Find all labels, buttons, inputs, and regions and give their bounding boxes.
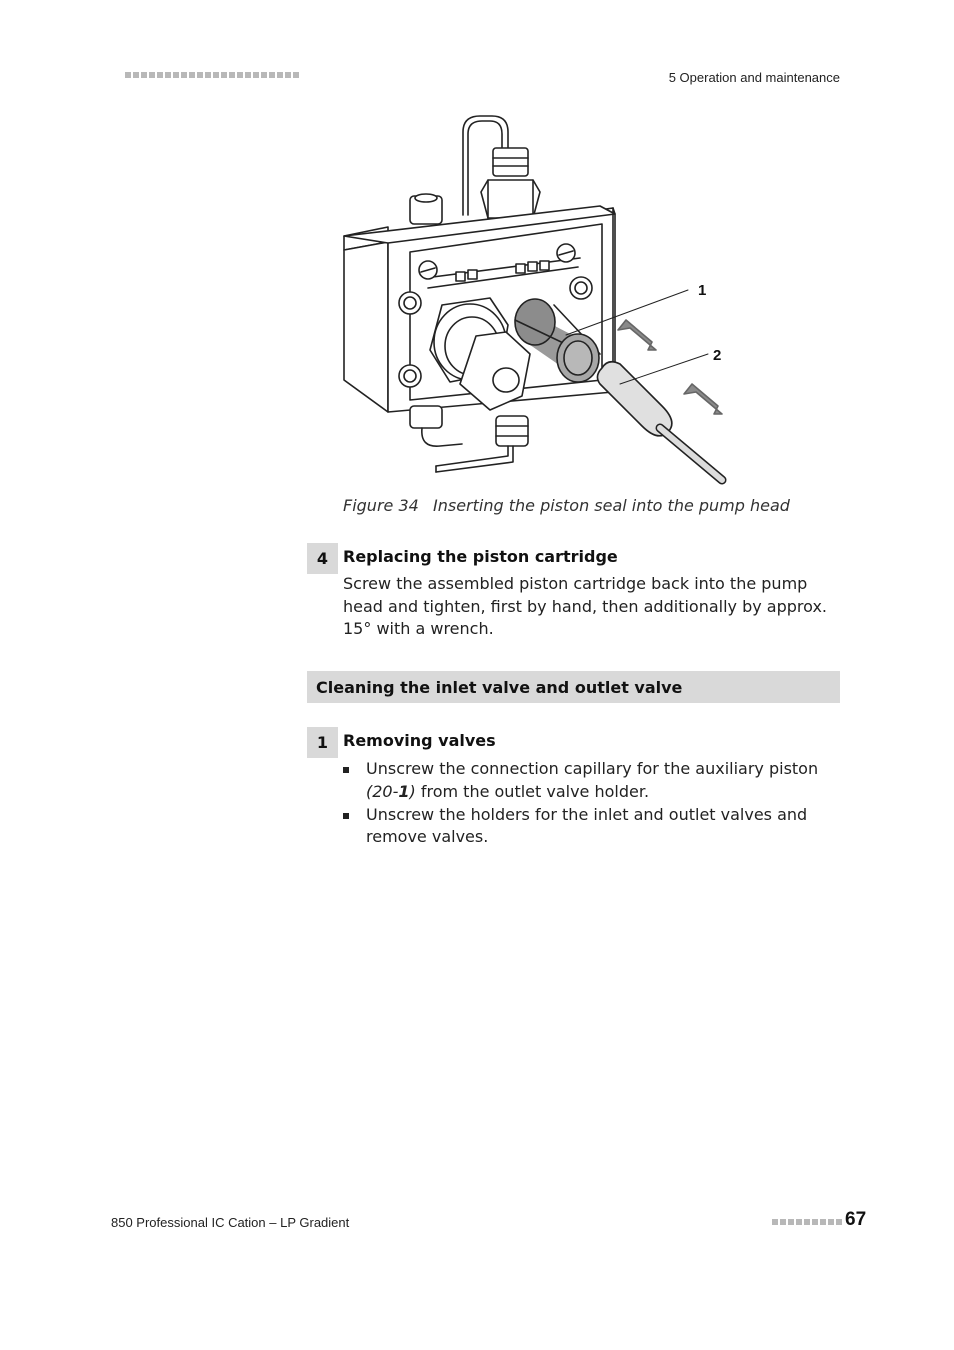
step-number-badge: 1 xyxy=(307,727,338,758)
list-item: Unscrew the connection capillary for the auxiliary piston (20-1) from the outlet valve holder. xyxy=(343,758,833,803)
figure-caption-text: Inserting the piston seal into the pump head xyxy=(433,496,790,515)
chapter-title: 5 Operation and maintenance xyxy=(668,70,840,85)
list-item: Unscrew the holders for the inlet and outlet valves and remove valves. xyxy=(343,804,833,849)
pump-head-illustration xyxy=(330,110,740,495)
figure-number: Figure 34 xyxy=(343,496,419,515)
callout-2: 2 xyxy=(713,347,722,364)
step-title: Removing valves xyxy=(343,731,496,750)
step-number-badge: 4 xyxy=(307,543,338,574)
page-number: 67 xyxy=(845,1209,867,1230)
bullet-marker xyxy=(343,813,349,819)
bullet-list xyxy=(343,758,833,849)
figure-reference: (20-1) xyxy=(366,781,416,801)
header-decoration xyxy=(125,72,299,78)
section-heading-text: Cleaning the inlet valve and outlet valve xyxy=(316,677,683,697)
callout-1: 1 xyxy=(698,282,707,299)
footer-product-name: 850 Professional IC Cation – LP Gradient xyxy=(111,1215,350,1230)
step-description: Screw the assembled piston cartridge back into the pump head and tighten, first by hand, then additionally by approx. 15° with a wrench. xyxy=(343,574,827,638)
bullet-marker xyxy=(343,767,349,773)
step-title: Replacing the piston cartridge xyxy=(343,547,618,566)
section-heading xyxy=(307,671,840,703)
footer-decoration xyxy=(772,1219,842,1225)
figure-caption xyxy=(343,496,790,515)
